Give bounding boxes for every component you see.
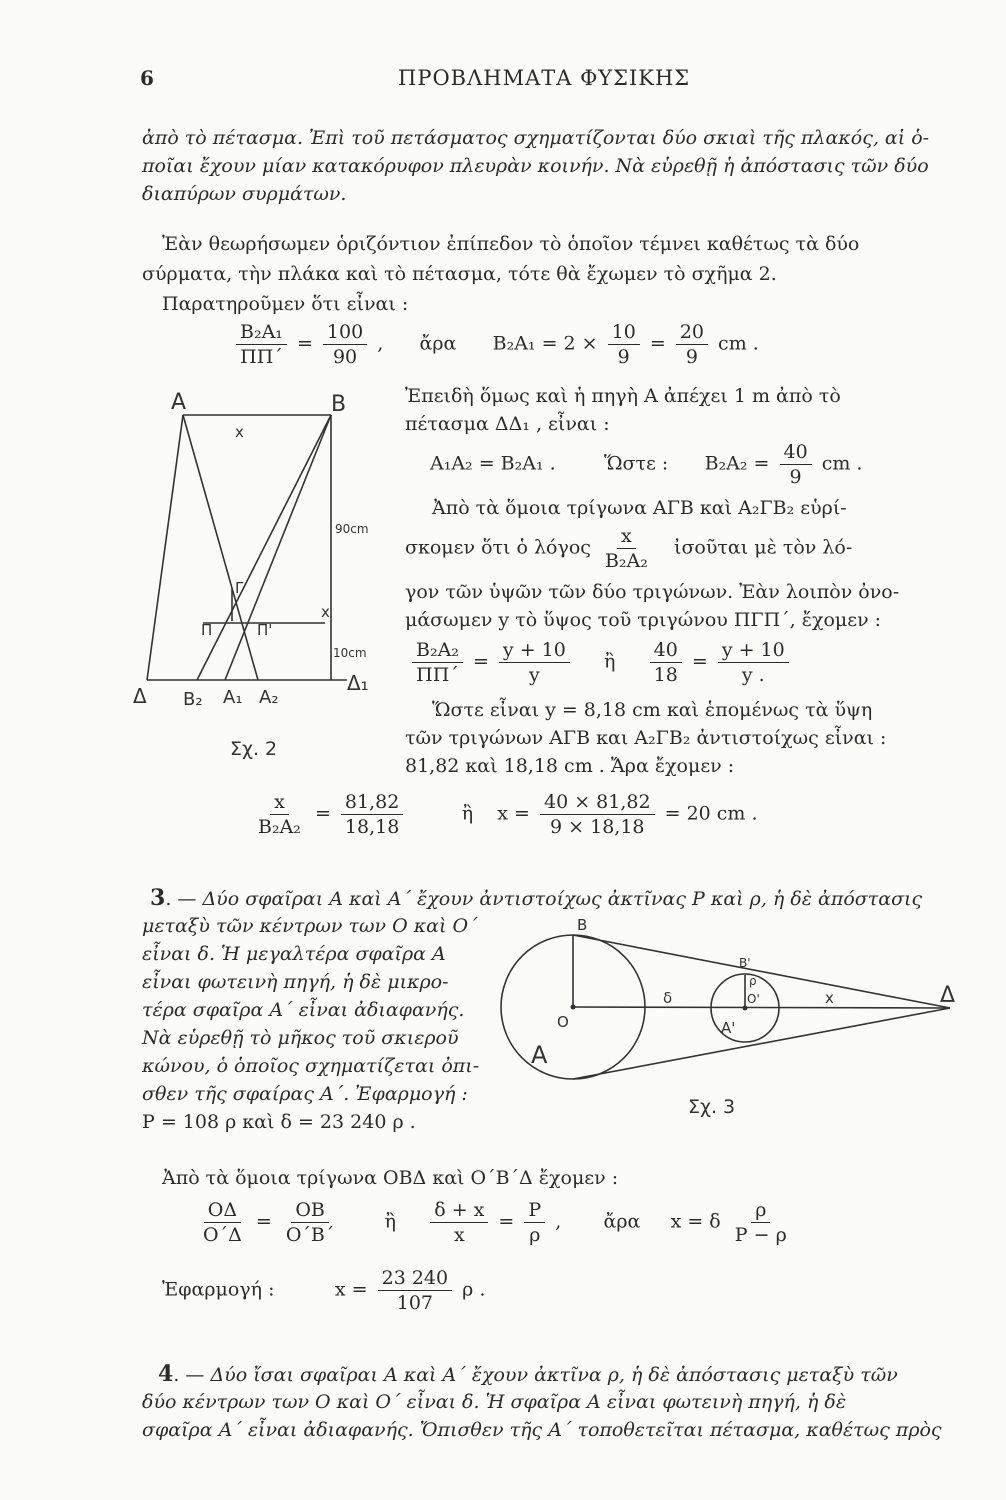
problem-3-line: τέρα σφαῖρα Α΄ εἶναι ἀδιαφανής. <box>142 999 465 1021</box>
intro-line: διαπύρων συρμάτων. <box>142 183 347 205</box>
label-delta-distance: δ <box>663 989 673 1007</box>
figure-2 <box>125 385 375 765</box>
label-pi: Π <box>201 621 213 639</box>
equation-6: Ἐφαρμογή : x = $\frac{23 240}{107}$ ρ . <box>162 1267 486 1314</box>
intro-line: ποῖαι ἔχουν μίαν κατακόρυφον πλευρὰν κοινήν. Νὰ εὑρεθῇ ἡ ἀπόστασις τῶν δύο <box>142 155 929 177</box>
problem-3-line: Νὰ εὑρεθῇ τὸ μῆκος τοῦ σκιεροῦ <box>142 1027 459 1049</box>
paragraph-line: πέτασμα ΔΔ₁ , εἶναι : <box>405 413 610 435</box>
running-title: ΠΡΟΒΛΗΜΑΤΑ ΦΥΣΙΚΗΣ <box>398 66 691 90</box>
problem-3-line: εἶναι δ. Ἡ μεγαλτέρα σφαῖρα Α <box>142 943 446 965</box>
paragraph-line: μάσωμεν y τὸ ὕψος τοῦ τριγώνου ΠΓΠ΄, ἔχομεν : <box>405 609 882 631</box>
equation-2: A₁A₂ = B₂A₁ . Ὥστε : B₂A₂ = $\frac{40}{9}$ cm . <box>430 441 863 488</box>
label-B: B <box>577 916 588 934</box>
label-A: A <box>171 390 187 415</box>
label-gamma: Γ <box>235 579 244 597</box>
paragraph-line: τῶν τριγώνων ΑΓΒ και Α₂ΓΒ₂ ἀντιστοίχως εἶναι : <box>405 727 887 749</box>
paragraph-line: Ἀπὸ τὰ ὅμοια τρίγωνα ΟΒΔ καὶ Ο΄Β΄Δ ἔχομεν : <box>162 1167 619 1189</box>
label-10cm: 10cm <box>333 646 367 660</box>
label-B: B <box>331 392 347 417</box>
problem-4-first-line: 4. — Δύο ἴσαι σφαῖραι Α καὶ Α΄ ἔχουν ἀκτῖνα ρ, ἡ δὲ ἀπόστασις μεταξὺ τῶν <box>158 1361 898 1387</box>
label-A2: A₂ <box>259 687 279 708</box>
label-O-prime: O' <box>747 992 760 1006</box>
equation-5: $\frac{O\Delta}{O΄\Delta}$ = $\frac{OB}{O΄B΄}$ ἢ $\frac{\delta + x}{x}$ = $\frac{P}{\rho}$ , ἄρα x = δ $\frac{\rho}{P - \rho}$ <box>203 1199 787 1246</box>
label-B2: B₂ <box>183 689 203 710</box>
equation-4: $\frac{x}{\text{B₂A₂}}$ = $\frac{81,82}{18,18}$ ἢ x = $\frac{40 \times 81,82}{9 \times 18,18}$ = 20 cm . <box>258 791 758 838</box>
problem-4-line: σφαῖρα Α΄ εἶναι ἀδιαφανής. Ὄπισθεν τῆς Α΄ τοποθετεῖται πέτασμα, καθέτως πρὸς <box>142 1419 942 1441</box>
label-A: A <box>531 1041 548 1069</box>
label-90cm: 90cm <box>335 522 369 536</box>
paragraph-line: Παρατηροῦμεν ὅτι εἶναι : <box>162 293 409 315</box>
paragraph-line: 81,82 καὶ 18,18 cm . Ἄρα ἔχομεν : <box>405 755 735 777</box>
problem-3-line: σθεν τῆς σφαίρας Α΄. Ἐφαρμογή : <box>142 1083 468 1105</box>
equation-3: $\frac{\text{B₂A₂}}{\Pi\Pi΄}$ = $\frac{y + 10}{y}$ ἢ $\frac{40}{18}$ = $\frac{y + 10}{y .}$ <box>408 638 793 687</box>
label-x: x <box>825 989 834 1007</box>
problem-3-line: P = 108 ρ καὶ δ = 23 240 ρ . <box>142 1111 416 1133</box>
label-x: x <box>235 423 244 441</box>
label-O: O <box>557 1013 569 1031</box>
problem-3-line: μεταξὺ τῶν κέντρων των Ο καὶ Ο΄ <box>142 915 478 937</box>
problem-3-first-line: 3. — Δύο σφαῖραι Α καὶ Α΄ ἔχουν ἀντιστοίχως ἀκτῖνας P καὶ ρ, ἡ δὲ ἀπόστασις <box>150 885 923 911</box>
label-A1: A₁ <box>223 687 243 708</box>
tangent-lower <box>573 1008 950 1079</box>
paragraph-line: Ἐὰν θεωρήσωμεν ὁριζόντιον ἐπίπεδον τὸ ὁποῖον τέμνει καθέτως τὰ δύο <box>162 233 860 255</box>
label-delta1: Δ₁ <box>347 671 369 695</box>
figure-3-caption: Σχ. 3 <box>688 1096 736 1118</box>
problem-4-line: δύο κέντρων των Ο καὶ Ο΄ εἶναι δ. Ἡ σφαῖρα Α εἶναι φωτεινὴ πηγή, ἡ δὲ <box>142 1391 847 1413</box>
label-A-prime: A' <box>721 1019 736 1037</box>
label-delta: Δ <box>133 684 147 708</box>
paragraph-line: σύρματα, τὴν πλάκα καὶ τὸ πέτασμα, τότε θὰ ἔχωμεν τὸ σχῆμα 2. <box>142 263 777 285</box>
equation-1: $\frac{\text{B₂A₁}}{\Pi\Pi΄}$ = $\frac{100}{90}$ , ἄρα B₂A₁ = 2 × $\frac{10}{9}$ = $\frac{20}{9}$ cm . <box>232 320 759 369</box>
paragraph-line: Ἐπειδὴ ὅμως καὶ ἡ πηγὴ Α ἀπέχει 1 m ἀπὸ τὸ <box>405 385 841 407</box>
label-B-prime: B' <box>739 956 751 970</box>
label-rho: ρ <box>749 974 757 988</box>
ratio-line: σκομεν ὅτι ὁ λόγος $\frac{x}{\text{B₂A₂}}$ ἰσοῦται μὲ τὸν λό- <box>405 525 853 572</box>
label-x2: x <box>321 603 330 621</box>
problem-3-line: εἶναι φωτεινὴ πηγή, ἡ δὲ μικρο- <box>142 971 449 993</box>
page-number: 6 <box>140 66 154 90</box>
label-Delta: Δ <box>940 983 956 1008</box>
paragraph-line: γον τῶν ὑψῶν τῶν δύο τριγώνων. Ἐὰν λοιπὸν ὀνο- <box>405 581 900 603</box>
figure-2-caption: Σχ. 2 <box>230 738 278 760</box>
paragraph-line: Ἀπὸ τὰ ὅμοια τρίγωνα ΑΓΒ καὶ Α₂ΓΒ₂ εὑρί- <box>432 497 847 519</box>
tangent-upper <box>573 935 950 1008</box>
paragraph-line: Ὥστε εἶναι y = 8,18 cm καὶ ἑπομένως τὰ ὕψη <box>432 699 873 721</box>
figure-3 <box>495 905 965 1120</box>
label-pi-prime: Π' <box>257 621 273 639</box>
problem-3-line: κώνου, ὁ ὁποῖος σχηματίζεται ὀπι- <box>142 1055 480 1077</box>
intro-line: ἀπὸ τὸ πέτασμα. Ἐπὶ τοῦ πετάσματος σχηματίζονται δύο σκιαὶ τῆς πλακός, αἱ ὁ- <box>142 127 930 149</box>
